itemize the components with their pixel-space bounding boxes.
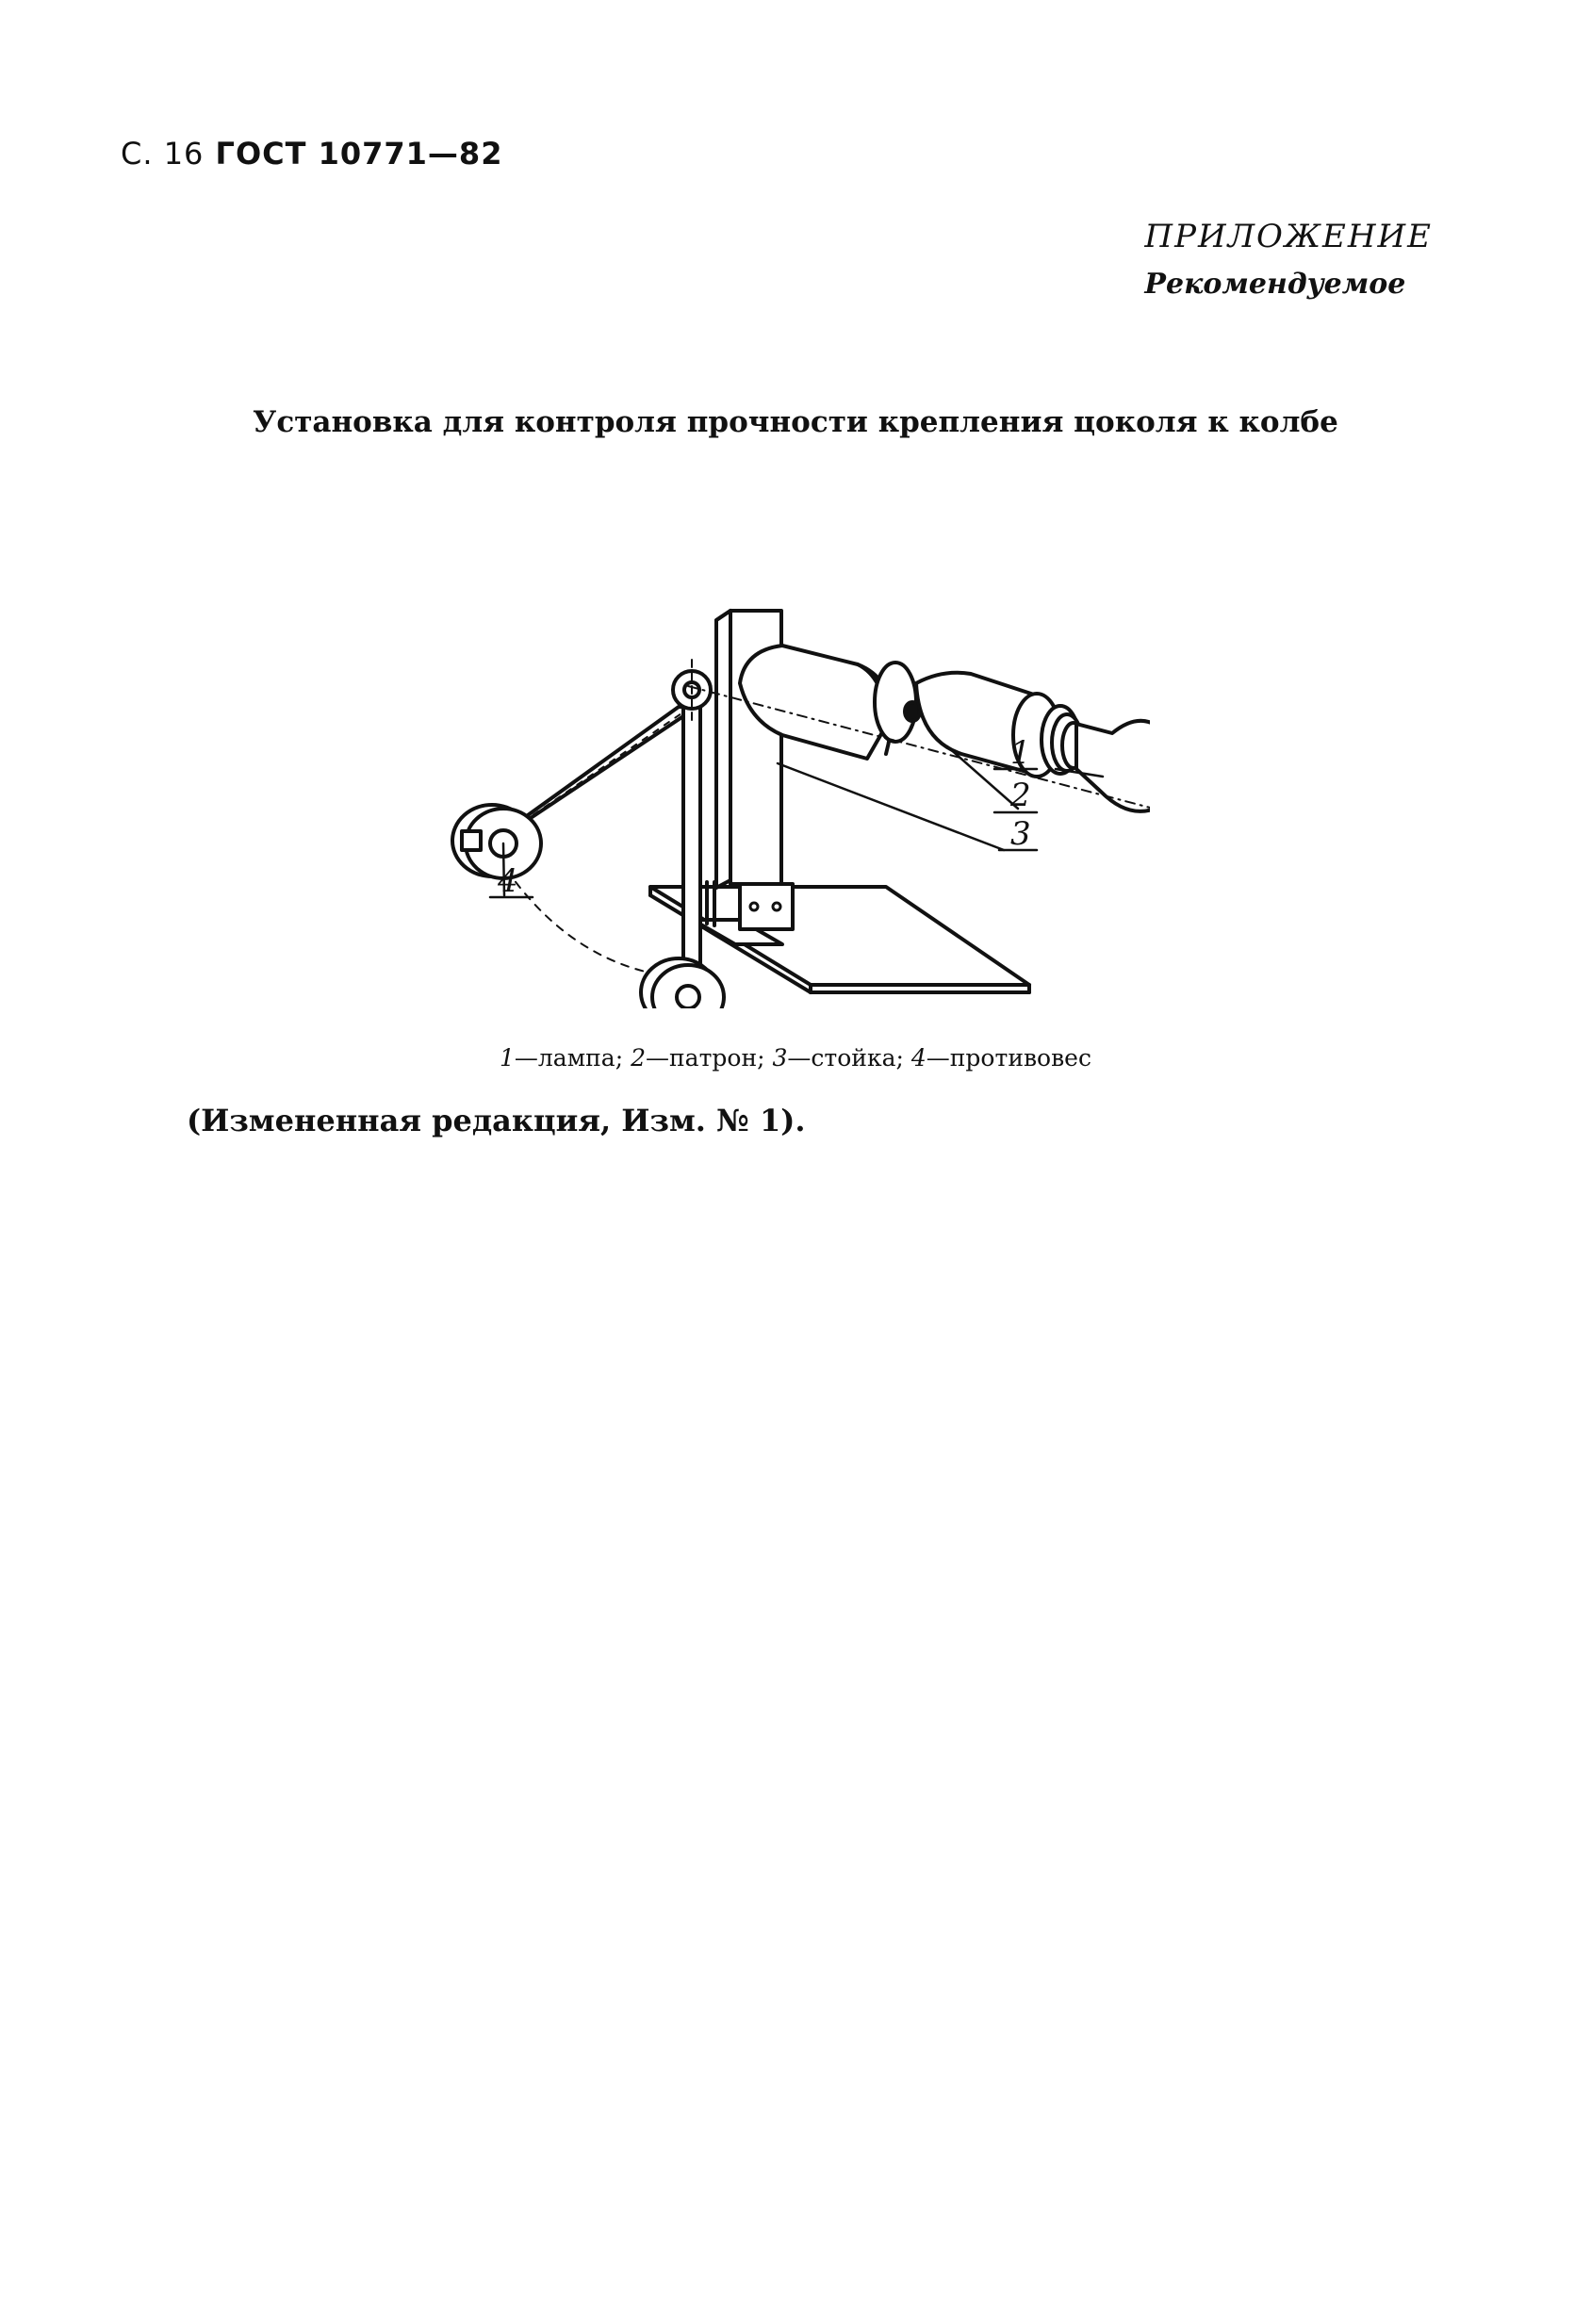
appendix-subtitle: Рекомендуемое [1144,268,1406,301]
callout-4: 4 [498,862,518,900]
appendix-block [1144,215,1433,311]
figure-legend [0,1044,1591,1072]
legend-1-text: —лампа; [514,1044,624,1072]
callout-3: 3 [1010,815,1031,853]
legend-2-num: 2 [631,1044,646,1072]
standard-number: ГОСТ 10771—82 [215,136,503,172]
counterweight-lower [641,958,724,1008]
page-number: С. 16 [121,136,205,172]
legend-2-text: —патрон; [646,1044,765,1072]
callout-1: 1 [1010,734,1031,772]
foot-bracket [693,882,793,944]
legend-4-text: —противовес [926,1044,1091,1072]
test-rig-drawing [377,481,1150,1008]
legend-4-num: 4 [910,1044,927,1072]
counterweight-upper [452,805,541,878]
legend-1-num: 1 [500,1044,515,1072]
callout-2: 2 [1010,777,1031,814]
page-header [121,136,502,172]
figure-title: Установка для контроля прочности крепления цоколя к колбе [253,405,1338,439]
legend-3-text: —стойка; [787,1044,904,1072]
appendix-title: ПРИЛОЖЕНИЕ [1144,218,1433,255]
pendulum-rod [683,694,700,976]
legend-3-num: 3 [772,1044,788,1072]
amendment-note: (Измененная редакция, Изм. № 1). [187,1103,806,1138]
